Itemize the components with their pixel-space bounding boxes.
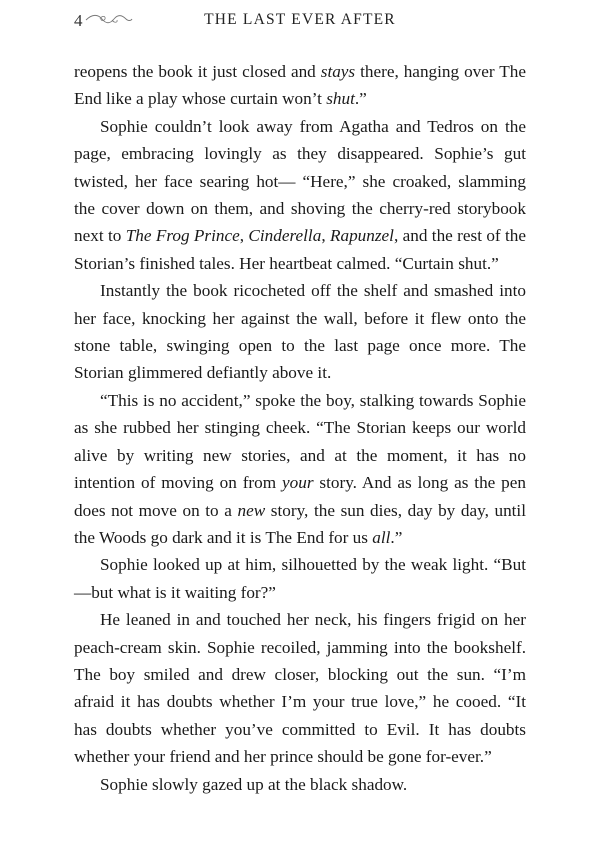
text-run: , and the rest of the Storian’s finished tales. Her heartbeat calmed. “Curtain shut.” <box>74 226 527 273</box>
italic-text: all <box>372 527 391 547</box>
paragraph <box>74 387 526 551</box>
paragraph <box>74 771 526 798</box>
text-run: , <box>239 226 249 246</box>
body-text <box>74 58 526 798</box>
italic-text: stays <box>320 62 356 81</box>
italic-text: Rapunzel <box>329 226 394 246</box>
page-number: 4 <box>74 11 83 30</box>
italic-text: new <box>237 500 266 520</box>
text-run: He leaned in and touched her neck, his fingers frigid on her peach-cream skin. Sophie recoiled, jamming into the bookshelf. The boy smiled and drew closer, blocking out the sun. “I’m afraid it has doubts whether I’m your true love,” he cooed. “It has doubts whether you’ve committed to Evil. It has doubts whether your friend and her prince should be gone for-ever.” <box>74 610 526 767</box>
text-run: Sophie couldn’t look away from Agatha and Tedros on the page, embracing lovingly as they disappeared. Sophie’s gut twisted, her face searing hot— “Here,” she croaked, slamming the cover down on them, and shoving the cherry-red storybook next to <box>74 116 526 246</box>
text-run: there, hanging over The End like a play whose curtain won’t <box>74 62 526 109</box>
paragraph <box>74 277 526 387</box>
text-run: story, the sun dies, day by day, until the Woods go dark and it is The End for us <box>74 500 526 547</box>
text-run: story. And as long as the pen does not move on to a <box>74 473 526 520</box>
text-run: , <box>321 226 330 246</box>
paragraph <box>74 113 526 277</box>
paragraph <box>74 58 526 113</box>
running-title: THE LAST EVER AFTER <box>204 11 396 28</box>
page-header <box>62 8 538 32</box>
italic-text: The Frog Prince <box>125 226 240 246</box>
italic-text: shut <box>326 89 355 109</box>
text-run: Sophie looked up at him, silhouetted by the weak light. “But—but what is it waiting for?” <box>74 555 526 602</box>
text-run: Sophie slowly gazed up at the black shadow. <box>100 774 408 794</box>
text-run: “This is no accident,” spoke the boy, stalking towards Sophie as she rubbed her stinging cheek. “The Storian keeps our world alive by writing new stories, and at the moment, it has no intention of moving on from <box>74 390 526 493</box>
text-run: .” <box>354 89 367 109</box>
text-run: reopens the book it just closed and <box>74 62 321 81</box>
italic-text: your <box>282 473 314 493</box>
text-run: .” <box>390 527 403 547</box>
paragraph <box>74 606 526 770</box>
text-run: Instantly the book ricocheted off the shelf and smashed into her face, knocking her against the wall, before it flew onto the stone table, swinging open to the last page once more. The Storian glimmered defiantly above it. <box>74 281 526 383</box>
italic-text: Cinderella <box>248 226 322 246</box>
paragraph <box>74 551 526 606</box>
